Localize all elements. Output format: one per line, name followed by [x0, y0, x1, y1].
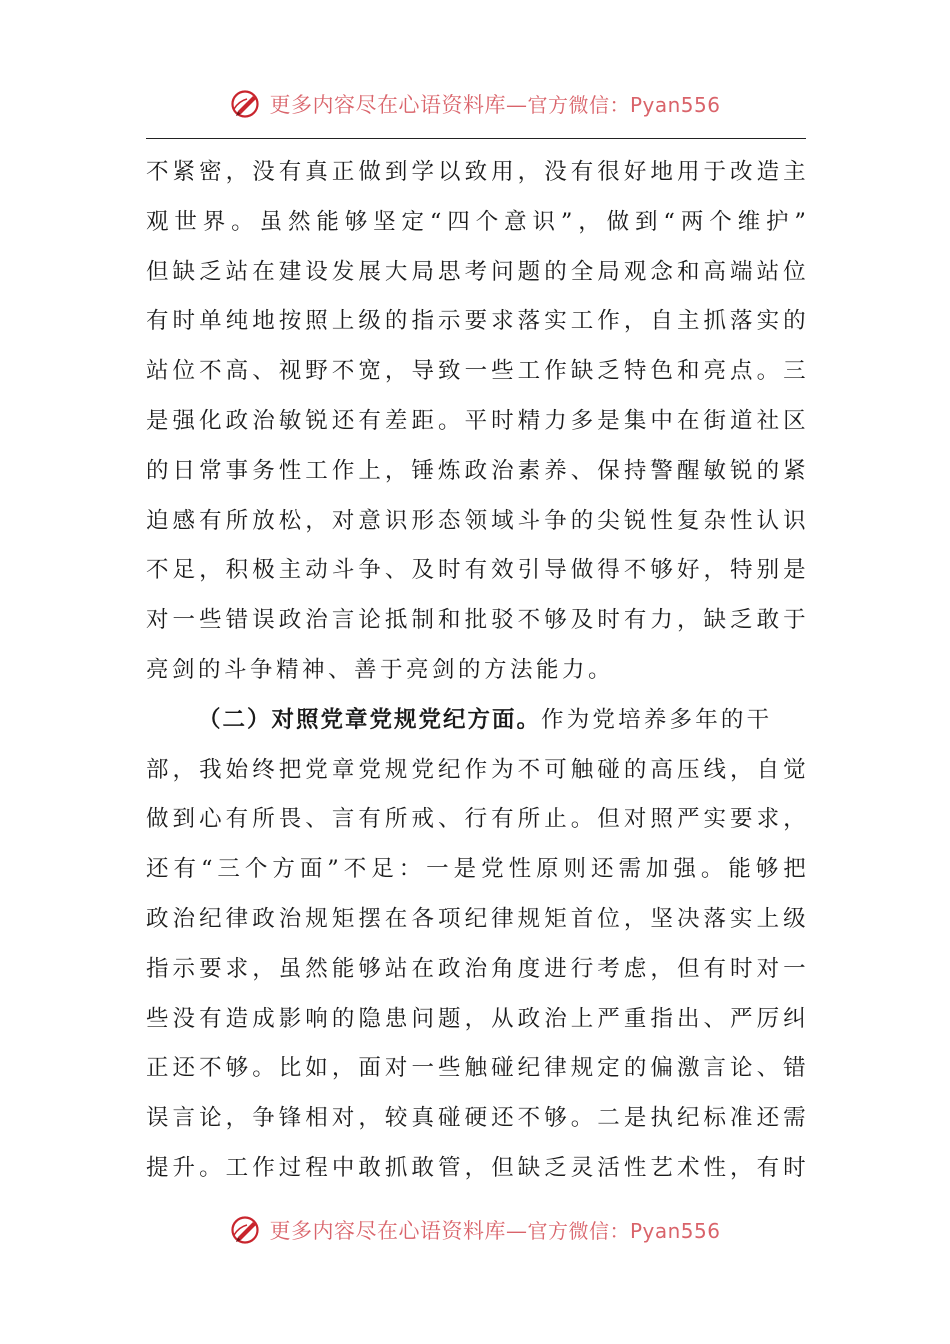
text-line: 的 日 常 事 务 性 工 作 上 ， 锤 炼 政 治 素 养 、 保 持 警 醒 敏 锐 的 紧: [146, 457, 806, 484]
paragraph-2-first-line: [146, 696, 806, 746]
pen-logo-icon: [229, 87, 263, 121]
text-line: 站 位 不 高 、 视 野 不 宽 ， 导 致 一 些 工 作 缺 乏 特 色 和 亮 点 。 三: [146, 358, 806, 385]
text-line: 指 示 要 求 ， 虽 然 能 够 站 在 政 治 角 度 进 行 考 虑 ， 但 有 时 对 一: [146, 955, 806, 982]
text-line: 还 有 “ 三 个 方 面 ” 不 足 ： 一 是 党 性 原 则 还 需 加 强 。 能 够 把: [146, 856, 806, 883]
text-line: 不 紧 密 ， 没 有 真 正 做 到 学 以 致 用 ， 没 有 很 好 地 用 于 改 造 主: [146, 159, 806, 185]
text-line: 部 ， 我 始 终 把 党 章 党 规 党 纪 作 为 不 可 触 碰 的 高 压 线 ， 自 觉: [146, 756, 806, 783]
paragraph-2: [146, 746, 806, 1194]
header-banner: [0, 82, 950, 126]
text-line: 提 升 。 工 作 过 程 中 敢 抓 敢 管 ， 但 缺 乏 灵 活 性 艺 术 性 ， 有 时: [146, 1154, 806, 1181]
text-line: 些 没 有 造 成 影 响 的 隐 患 问 题 ， 从 政 治 上 严 重 指 出 、 严 厉 纠: [146, 1005, 806, 1032]
text-line: 误 言 论 ， 争 锋 相 对 ， 较 真 碰 硬 还 不 够 。 二 是 执 纪 标 准 还 需: [146, 1105, 806, 1132]
text-line: 观 世 界 。 虽 然 能 够 坚 定 “ 四 个 意 识 ” ， 做 到 “ 两 个 维 护 ”: [146, 208, 806, 235]
header-divider: [146, 138, 806, 139]
paragraph-1: [146, 148, 806, 696]
section-heading: （二）对照党章党规党纪方面。: [198, 706, 542, 733]
paragraph-2-lead: 作为党培养多年的干: [541, 706, 773, 733]
text-line: 不 足 ， 积 极 主 动 斗 争 、 及 时 有 效 引 导 做 得 不 够 好 ， 特 别 是: [146, 557, 806, 584]
text-line: 有 时 单 纯 地 按 照 上 级 的 指 示 要 求 落 实 工 作 ， 自 主 抓 落 实 的: [146, 308, 806, 335]
banner-text: 更多内容尽在心语资料库—官方微信：Pyan556: [269, 93, 721, 117]
pen-logo-icon: [229, 1213, 263, 1247]
text-line: 亮剑的斗争精神、善于亮剑的方法能力。: [146, 656, 615, 683]
text-line: 对 一 些 错 误 政 治 言 论 抵 制 和 批 驳 不 够 及 时 有 力 ， 缺 乏 敢 于: [146, 607, 806, 634]
text-line: 迫 感 有 所 放 松 ， 对 意 识 形 态 领 域 斗 争 的 尖 锐 性 复 杂 性 认 识: [146, 507, 806, 534]
text-line: 但 缺 乏 站 在 建 设 发 展 大 局 思 考 问 题 的 全 局 观 念 和 高 端 站 位: [146, 258, 806, 285]
text-line: 正 还 不 够 。 比 如 ， 面 对 一 些 触 碰 纪 律 规 定 的 偏 激 言 论 、 错: [146, 1055, 806, 1082]
text-line: 政 治 纪 律 政 治 规 矩 摆 在 各 项 纪 律 规 矩 首 位 ， 坚 决 落 实 上 级: [146, 905, 806, 932]
footer-banner: [0, 1208, 950, 1252]
text-line: 做 到 心 有 所 畏 、 言 有 所 戒 、 行 有 所 止 。 但 对 照 严 实 要 求 ，: [146, 806, 806, 833]
text-line: 是 强 化 政 治 敏 锐 还 有 差 距 。 平 时 精 力 多 是 集 中 在 街 道 社 区: [146, 407, 806, 434]
document-body: [146, 148, 806, 1194]
banner-text: 更多内容尽在心语资料库—官方微信：Pyan556: [269, 1219, 721, 1243]
